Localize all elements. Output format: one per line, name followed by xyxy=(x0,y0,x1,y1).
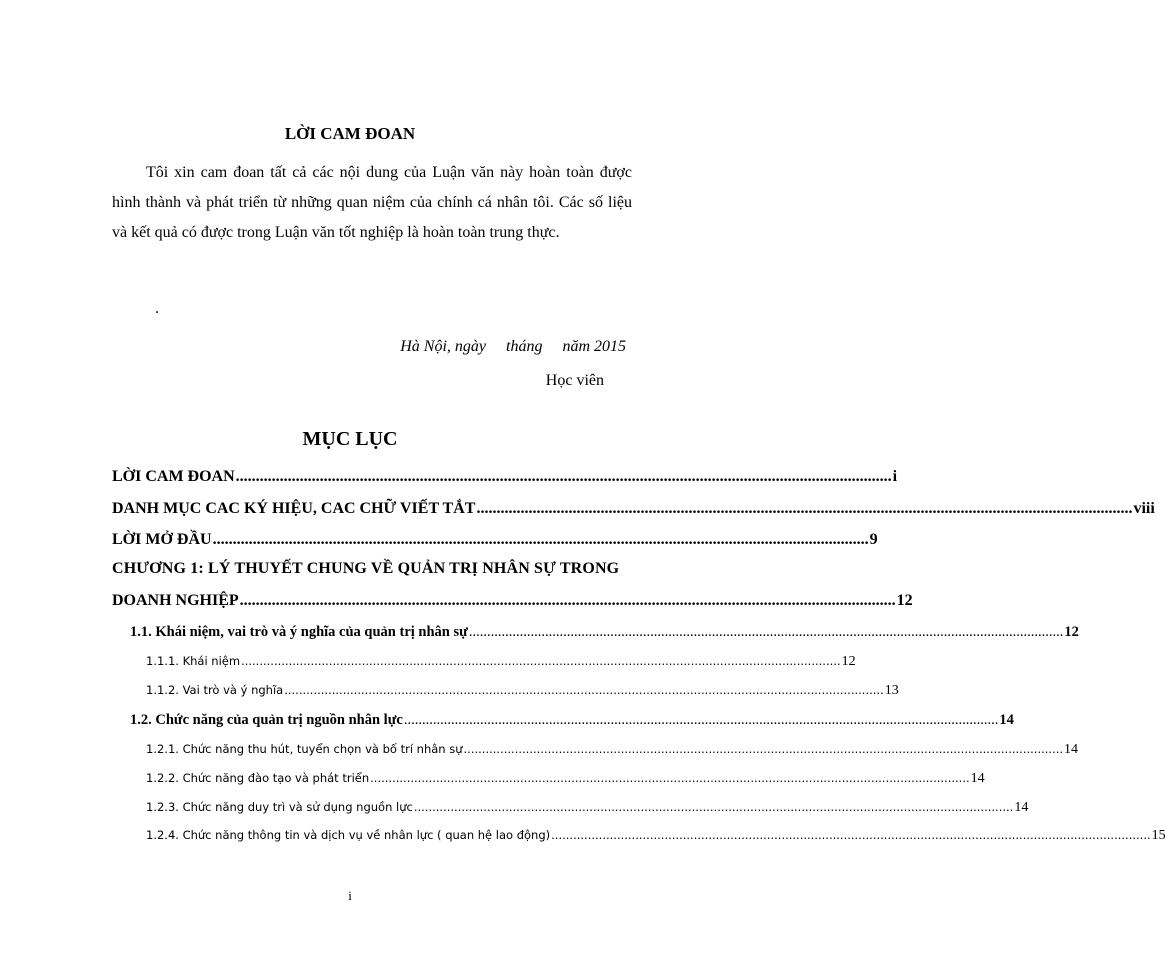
toc-leader: .................................................................................................................................................................... xyxy=(476,500,1133,517)
toc-entry-label: 1.2.2. Chức năng đào tạo và phát triển xyxy=(146,771,370,785)
toc-entry-page: 12 xyxy=(896,592,913,609)
toc-entry-page: 12 xyxy=(841,654,856,669)
toc-entry-label: 1.2.4. Chức năng thông tin và dịch vụ về nhân lực ( quan hệ lao động) xyxy=(146,828,551,842)
toc-leader: .................................................................................................................................................................... xyxy=(403,712,999,728)
toc-entry-label: DOANH NGHIỆP xyxy=(112,592,239,609)
toc-leader: .................................................................................................................................................................... xyxy=(551,828,1151,842)
toc-entry-label: 1.1.2. Vai trò và ý nghĩa xyxy=(146,683,284,697)
toc-entry-1-2[interactable] xyxy=(130,712,1014,729)
toc-entry-chapter1[interactable] xyxy=(112,592,913,610)
toc-entry-declaration[interactable] xyxy=(112,468,898,486)
toc-entry-1-2-1[interactable] xyxy=(146,742,1079,758)
page-number: i xyxy=(348,888,352,903)
toc-entry-1-2-2[interactable] xyxy=(146,771,985,787)
toc-leader: .................................................................................................................................................................... xyxy=(241,654,841,668)
toc-entry-label: LỜI MỞ ĐẦU xyxy=(112,531,212,548)
toc-entry-page: i xyxy=(892,468,898,485)
toc-leader: .................................................................................................................................................................... xyxy=(212,531,869,548)
toc-leader: .................................................................................................................................................................... xyxy=(468,624,1064,640)
toc-entry-label: 1.1.1. Khái niệm xyxy=(146,654,241,668)
toc-entry-abbreviations[interactable] xyxy=(112,500,1155,518)
toc-entry-1-1-1[interactable] xyxy=(146,654,856,670)
toc-entry-1-2-4[interactable] xyxy=(146,828,1166,844)
toc-leader: .................................................................................................................................................................... xyxy=(413,800,1014,814)
toc-entry-label: 1.2.1. Chức năng thu hút, tuyển chọn và bố trí nhân sự xyxy=(146,742,463,756)
toc-entry-label: 1.1. Khái niệm, vai trò và ý nghĩa của quản trị nhân sự xyxy=(130,624,468,640)
toc-entry-1-2-3[interactable] xyxy=(146,800,1029,816)
toc-entry-introduction[interactable] xyxy=(112,531,878,549)
toc-entry-page: viii xyxy=(1133,500,1155,517)
toc-entry-page: 14 xyxy=(1014,800,1029,815)
toc-leader: .................................................................................................................................................................... xyxy=(370,771,970,785)
toc-entry-label: DANH MỤC CAC KÝ HIỆU, CAC CHỮ VIẾT TẮT xyxy=(112,500,476,517)
toc-leader: .................................................................................................................................................................... xyxy=(235,468,892,485)
stray-dot: . xyxy=(155,300,159,317)
date-line-text: Hà Nội, ngày tháng năm 2015 xyxy=(400,338,626,355)
toc-entry-1-1-2[interactable] xyxy=(146,683,899,699)
toc-title: MỤC LỤC xyxy=(302,428,398,450)
toc-entry-1-1[interactable] xyxy=(130,624,1079,641)
toc-entry-page: 14 xyxy=(999,712,1014,728)
toc-entry-page: 14 xyxy=(970,771,985,786)
toc-entry-label: LỜI CAM ĐOAN xyxy=(112,468,235,485)
toc-leader: .................................................................................................................................................................... xyxy=(284,683,884,697)
toc-entry-page: 12 xyxy=(1064,624,1079,640)
toc-entry-page: 13 xyxy=(884,683,899,698)
toc-entry-page: 14 xyxy=(1064,742,1079,757)
toc-leader: .................................................................................................................................................................... xyxy=(463,742,1064,756)
signer-role: Học viên xyxy=(545,372,604,389)
toc-entry-page: 15 xyxy=(1151,828,1166,843)
toc-entry-label: 1.2. Chức năng của quản trị nguồn nhân lực xyxy=(130,712,403,728)
declaration-paragraph: Tôi xin cam đoan tất cả các nội dung của Luận văn này hoàn toàn được hình thành và phát triển từ những quan niệm của chính cá nhân tôi. Các số liệu và kết quả có được trong Luận văn tốt nghiệp là hoàn toàn trung thực. xyxy=(112,164,632,241)
declaration-title: LỜI CAM ĐOAN xyxy=(284,124,416,143)
toc-leader: .................................................................................................................................................................... xyxy=(239,592,896,609)
signature-date-line xyxy=(400,338,626,356)
toc-entry-chapter1-line1[interactable]: CHƯƠNG 1: LÝ THUYẾT CHUNG VỀ QUẢN TRỊ NHÂN SỰ TRONG xyxy=(112,560,620,577)
toc-entry-label: 1.2.3. Chức năng duy trì và sử dụng nguồn lực xyxy=(146,800,413,814)
toc-entry-page: 9 xyxy=(869,531,878,548)
declaration-paragraph-block xyxy=(112,158,632,248)
